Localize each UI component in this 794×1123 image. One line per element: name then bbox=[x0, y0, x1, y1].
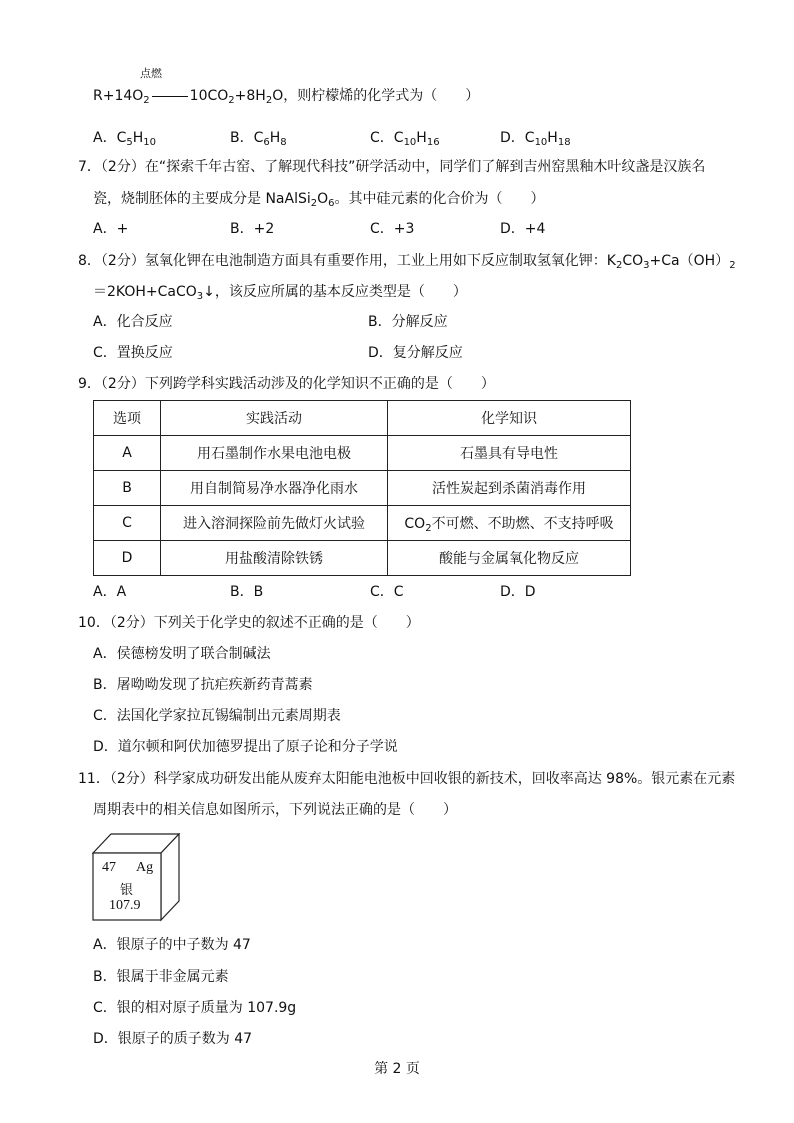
table-row bbox=[94, 436, 631, 471]
subscript: 10 bbox=[143, 137, 156, 148]
element-symbol: H bbox=[269, 130, 281, 146]
reaction-arrow-line bbox=[152, 96, 188, 97]
knowledge-text: 不可燃、不助燃、不支持呼吸 bbox=[431, 516, 614, 532]
q9-option-b[interactable]: B．B bbox=[230, 584, 264, 600]
q6-option-c[interactable] bbox=[370, 128, 440, 148]
q8-stem-line2 bbox=[93, 282, 467, 302]
option-letter: D． bbox=[500, 130, 525, 146]
q6-option-b[interactable] bbox=[230, 128, 287, 148]
element-symbol: C bbox=[393, 130, 404, 146]
table-cell: 活性炭起到杀菌消毒作用 bbox=[388, 471, 631, 506]
table-cell: B bbox=[94, 471, 161, 506]
element-atomic-mass: 107.9 bbox=[109, 898, 141, 913]
q7-stem-line2 bbox=[93, 189, 545, 209]
q6-eq-left: R+14O bbox=[93, 88, 144, 104]
table-cell bbox=[388, 506, 631, 541]
q9-option-c[interactable]: C．C bbox=[370, 584, 404, 600]
table-header-row bbox=[94, 401, 631, 436]
table-row bbox=[94, 506, 631, 541]
q11-option-a[interactable]: A．银原子的中子数为 47 bbox=[93, 937, 251, 953]
table-cell: 用自制简易净水器净化雨水 bbox=[161, 471, 388, 506]
element-symbol: H bbox=[547, 130, 558, 146]
table-cell: 进入溶洞探险前先做灯火试验 bbox=[161, 506, 388, 541]
q11-option-b[interactable]: B．银属于非金属元素 bbox=[93, 969, 229, 985]
q9-stem: 9．（2分）下列跨学科实践活动涉及的化学知识不正确的是（ ） bbox=[78, 376, 495, 392]
q7-text-a: 瓷，烧制胚体的主要成分是 NaAlSi bbox=[93, 191, 311, 207]
q8-option-b[interactable]: B．分解反应 bbox=[368, 314, 448, 330]
q11-stem-line2: 周期表中的相关信息如图所示，下列说法正确的是（ ） bbox=[93, 802, 457, 818]
table-cell: 用石墨制作水果电池电极 bbox=[161, 436, 388, 471]
page-number: 第 2 页 bbox=[374, 1061, 420, 1077]
subscript: 8 bbox=[280, 137, 287, 148]
subscript: 6 bbox=[328, 198, 335, 209]
subscript: 2 bbox=[729, 260, 736, 271]
table-row bbox=[94, 471, 631, 506]
subscript: 10 bbox=[534, 137, 548, 148]
element-name: 银 bbox=[120, 883, 134, 898]
q7-text-b: O bbox=[317, 191, 329, 207]
q8-text-b: CO bbox=[622, 253, 644, 269]
q8-text-e: ↓，该反应所属的基本反应类型是（ ） bbox=[203, 284, 467, 300]
q7-option-c[interactable]: C．+3 bbox=[370, 221, 415, 237]
q8-option-d[interactable]: D．复分解反应 bbox=[368, 345, 463, 361]
q10-option-a[interactable]: A．侯德榜发明了联合制碱法 bbox=[93, 646, 271, 662]
element-symbol: C bbox=[253, 130, 264, 146]
q11-option-c[interactable]: C．银的相对原子质量为 107.9g bbox=[93, 1000, 297, 1016]
subscript: 2 bbox=[310, 198, 318, 209]
subscript: 5 bbox=[126, 137, 133, 148]
q10-option-c[interactable]: C．法国化学家拉瓦锡编制出元素周期表 bbox=[93, 708, 341, 724]
q7-option-b[interactable]: B．+2 bbox=[230, 221, 275, 237]
q6-option-d[interactable] bbox=[500, 128, 571, 148]
q9-table bbox=[93, 400, 631, 576]
q6-eq-co-sub: 2 bbox=[228, 95, 235, 106]
q8-text-c: +Ca（OH） bbox=[649, 253, 730, 269]
q10-stem: 10．（2分）下列关于化学史的叙述不正确的是（ ） bbox=[78, 615, 420, 631]
q7-text-c: 。其中硅元素的化合价为（ ） bbox=[334, 191, 545, 207]
q6-eq-o-sub: 2 bbox=[143, 95, 150, 106]
subscript: 3 bbox=[196, 291, 204, 302]
element-symbol: H bbox=[132, 130, 144, 146]
subscript: 18 bbox=[557, 137, 571, 148]
q10-option-b[interactable]: B．屠呦呦发现了抗疟疾新药青蒿素 bbox=[93, 677, 313, 693]
q6-eq-right-b: +8H bbox=[234, 88, 266, 104]
q6-eq-h-sub: 2 bbox=[265, 95, 273, 106]
q8-option-a[interactable]: A．化合反应 bbox=[93, 314, 173, 330]
element-symbol: C bbox=[116, 130, 127, 146]
q8-option-c[interactable]: C．置换反应 bbox=[93, 345, 173, 361]
q6-eq-right-a: 10CO bbox=[189, 88, 229, 104]
table-cell: A bbox=[94, 436, 161, 471]
table-header-cell: 化学知识 bbox=[388, 401, 631, 436]
element-symbol: H bbox=[416, 130, 427, 146]
q11-stem-line1: 11．（2分）科学家成功研发出能从废弃太阳能电池板中回收银的新技术，回收率高达 98%。银元素在元素 bbox=[78, 771, 736, 787]
q11-option-d[interactable]: D．银原子的质子数为 47 bbox=[93, 1031, 253, 1047]
table-row bbox=[94, 541, 631, 576]
q7-option-d[interactable]: D．+4 bbox=[500, 221, 546, 237]
q6-equation bbox=[93, 86, 479, 106]
table-cell: 石墨具有导电性 bbox=[388, 436, 631, 471]
subscript: 3 bbox=[643, 260, 650, 271]
subscript: 6 bbox=[263, 137, 270, 148]
q7-option-a[interactable]: A．+ bbox=[93, 221, 129, 237]
subscript: 10 bbox=[403, 137, 417, 148]
table-cell: 酸能与金属氧化物反应 bbox=[388, 541, 631, 576]
element-atomic-number: 47 bbox=[102, 860, 116, 875]
option-letter: B． bbox=[230, 130, 254, 146]
q8-text-d: ＝2KOH+CaCO bbox=[93, 284, 197, 300]
element-symbol: Ag bbox=[136, 860, 154, 875]
option-letter: C． bbox=[370, 130, 394, 146]
q7-stem-line1: 7．（2分）在“探索千年古窑、了解现代科技”研学活动中，同学们了解到吉州窑黑釉木叶纹盏是汉族名 bbox=[78, 159, 706, 175]
q9-option-d[interactable]: D．D bbox=[500, 584, 536, 600]
q8-text-a: 8．（2分）氢氧化钾在电池制造方面具有重要作用，工业上用如下反应制取氢氧化钾：K bbox=[78, 253, 616, 269]
q6-eq-right-c: O，则柠檬烯的化学式为（ ） bbox=[272, 88, 480, 104]
subscript: 2 bbox=[616, 260, 623, 271]
reaction-condition: 点燃 bbox=[140, 67, 162, 80]
table-header-cell: 选项 bbox=[94, 401, 161, 436]
subscript: 16 bbox=[426, 137, 440, 148]
q9-option-a[interactable]: A．A bbox=[93, 584, 127, 600]
table-cell: 用盐酸清除铁锈 bbox=[161, 541, 388, 576]
option-letter: A． bbox=[93, 130, 117, 146]
subscript: 2 bbox=[425, 523, 432, 534]
table-cell: D bbox=[94, 541, 161, 576]
q6-option-a[interactable] bbox=[93, 128, 156, 148]
q8-stem-line1 bbox=[78, 251, 736, 271]
table-header-cell: 实践活动 bbox=[161, 401, 388, 436]
formula-text: CO bbox=[404, 516, 426, 532]
element-symbol: C bbox=[524, 130, 535, 146]
q10-option-d[interactable]: D．道尔顿和阿伏加德罗提出了原子论和分子学说 bbox=[93, 739, 398, 755]
table-cell: C bbox=[94, 506, 161, 541]
